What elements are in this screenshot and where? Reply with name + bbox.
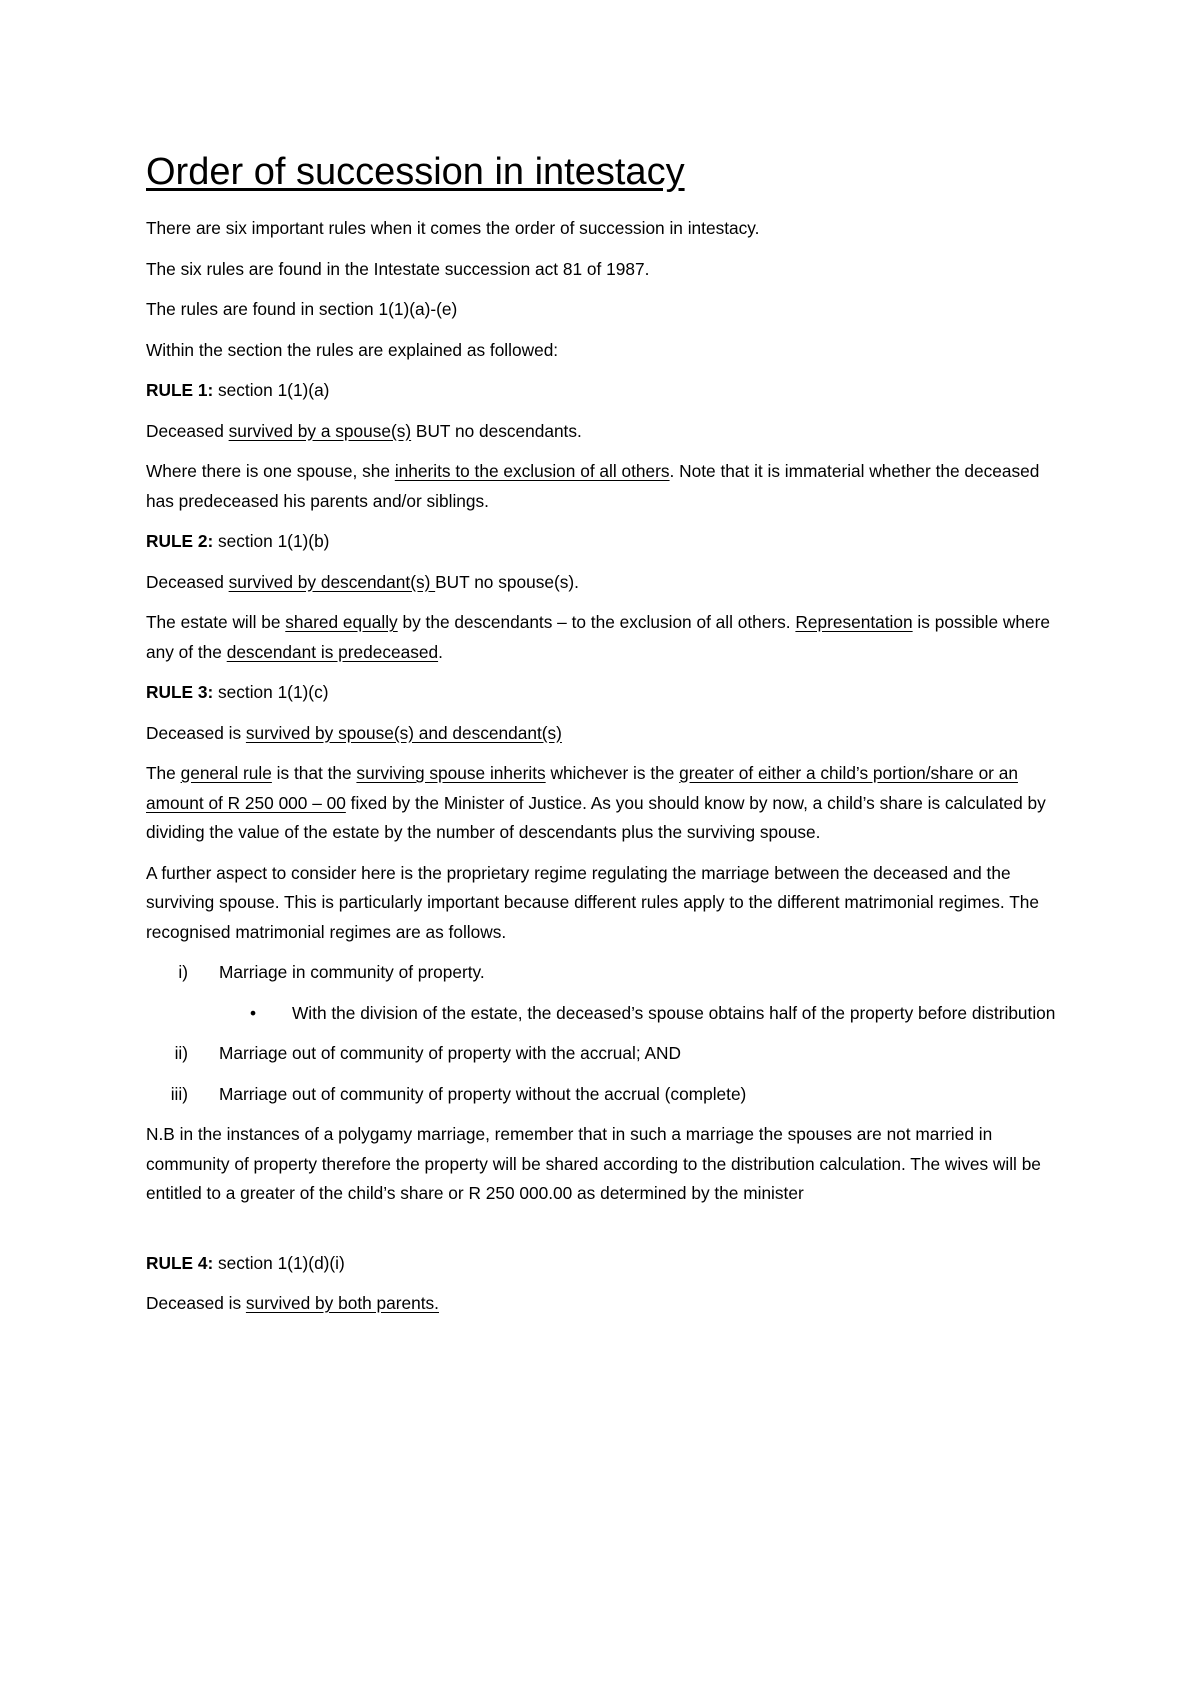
text-run: Deceased (146, 420, 229, 441)
list-marker: i) (178, 962, 188, 982)
underlined-text: surviving spouse inherits (356, 763, 546, 783)
regime-list-item (146, 958, 1070, 988)
list-item-text: Marriage out of community of property without the accrual (complete) (219, 1083, 747, 1104)
rule-label: RULE 3: (146, 682, 214, 702)
intro-paragraph: There are six important rules when it comes the order of succession in intestacy. (146, 218, 760, 238)
text-run: Deceased is (146, 722, 246, 743)
underlined-text: greater of either a child’s portion/share or an amount of R 250 000 – 00 (146, 763, 1018, 813)
underlined-text: shared equally (285, 612, 398, 632)
rule-2-condition (146, 568, 1070, 598)
bullet-text: With the division of the estate, the deceased’s spouse obtains half of the property before distribution (292, 1002, 1056, 1023)
rule-3-condition (146, 719, 1070, 749)
underlined-text: survived by both parents. (245, 1293, 439, 1313)
text-run: BUT no spouse(s). (435, 571, 579, 592)
regime-list-item (146, 1039, 1070, 1069)
rule-2-explanation (146, 608, 1070, 667)
regime-list-item (146, 1080, 1070, 1110)
rule-label: RULE 1: (146, 380, 214, 400)
list-marker: ii) (174, 1043, 188, 1063)
rule-section: section 1(1)(a) (213, 380, 330, 400)
underlined-text: Representation (795, 612, 913, 632)
rule-label: RULE 4: (146, 1252, 214, 1273)
text-run: fixed by the Minister of Justice. As you should know by now, a child’s share is calculated by dividing the value of the estate by the number of descendants plus the surviving spouse. (146, 792, 1046, 842)
rule-4-condition (146, 1289, 1070, 1319)
text-run: . (438, 641, 443, 662)
rule-1-condition (146, 417, 1070, 447)
underlined-text: general rule (180, 763, 272, 783)
text-run: BUT no descendants. (411, 420, 582, 441)
rule-section: section 1(1)(d)(i) (213, 1252, 345, 1273)
rule-3-general-rule (146, 759, 1070, 848)
text-run: Where there is one spouse, she (146, 461, 395, 481)
text-run: is possible where any of the (146, 612, 1050, 662)
polygamy-note: N.B in the instances of a polygamy marriage, remember that in such a marriage the spouses are not married in community of property therefore the property will be shared according to the distribution calculation. The wives will be entitled to a greater of the child’s share or R 250 000.00 as determined by the minister (146, 1124, 1041, 1203)
text-run: whichever is the (545, 763, 680, 783)
rule-1-heading (146, 376, 1070, 406)
rule-3-regimes-intro: A further aspect to consider here is the proprietary regime regulating the marriage between the deceased and the surviving spouse. This is particularly important because different rules apply to the different matrimonial regimes. The recognised matrimonial regimes are as follows. (146, 862, 1039, 942)
underlined-text: inherits to the exclusion of all others (394, 461, 670, 481)
text-run: . Note that it is immaterial whether the deceased has predeceased his parents and/or siblings. (146, 461, 1040, 511)
spacer (146, 1220, 1070, 1249)
bullet-item (146, 999, 1070, 1029)
list-item-text: Marriage out of community of property with the accrual; AND (219, 1043, 681, 1063)
intro-paragraph: The rules are found in section 1(1)(a)-(e) (146, 299, 458, 319)
rule-label: RULE 2: (146, 531, 214, 551)
text-run: Deceased is (146, 1293, 246, 1313)
underlined-text: descendant is predeceased (226, 641, 439, 662)
rule-3-heading (146, 678, 1070, 708)
list-marker: iii) (170, 1083, 188, 1104)
text-run: Deceased (146, 571, 229, 592)
bullet-icon: • (250, 1002, 257, 1023)
text-run: The estate will be (146, 612, 286, 632)
page-title: Order of succession in intestacy (146, 151, 685, 193)
rule-section: section 1(1)(c) (213, 682, 329, 702)
underlined-text: survived by descendant(s) (228, 571, 436, 592)
text-run: by the descendants – to the exclusion of all others. (397, 612, 796, 632)
rule-section: section 1(1)(b) (213, 531, 330, 551)
rule-4-heading (146, 1249, 1070, 1279)
underlined-text: survived by spouse(s) and descendant(s) (245, 722, 562, 743)
text-run: The (146, 763, 181, 783)
list-item-text: Marriage in community of property. (219, 962, 485, 982)
text-run: is that the (271, 763, 357, 783)
rule-1-explanation (146, 457, 1070, 516)
underlined-text: survived by a spouse(s) (228, 420, 412, 441)
intro-paragraph: The six rules are found in the Intestate succession act 81 of 1987. (146, 258, 650, 279)
intro-paragraph: Within the section the rules are explained as followed: (146, 339, 559, 360)
rule-2-heading (146, 527, 1070, 557)
